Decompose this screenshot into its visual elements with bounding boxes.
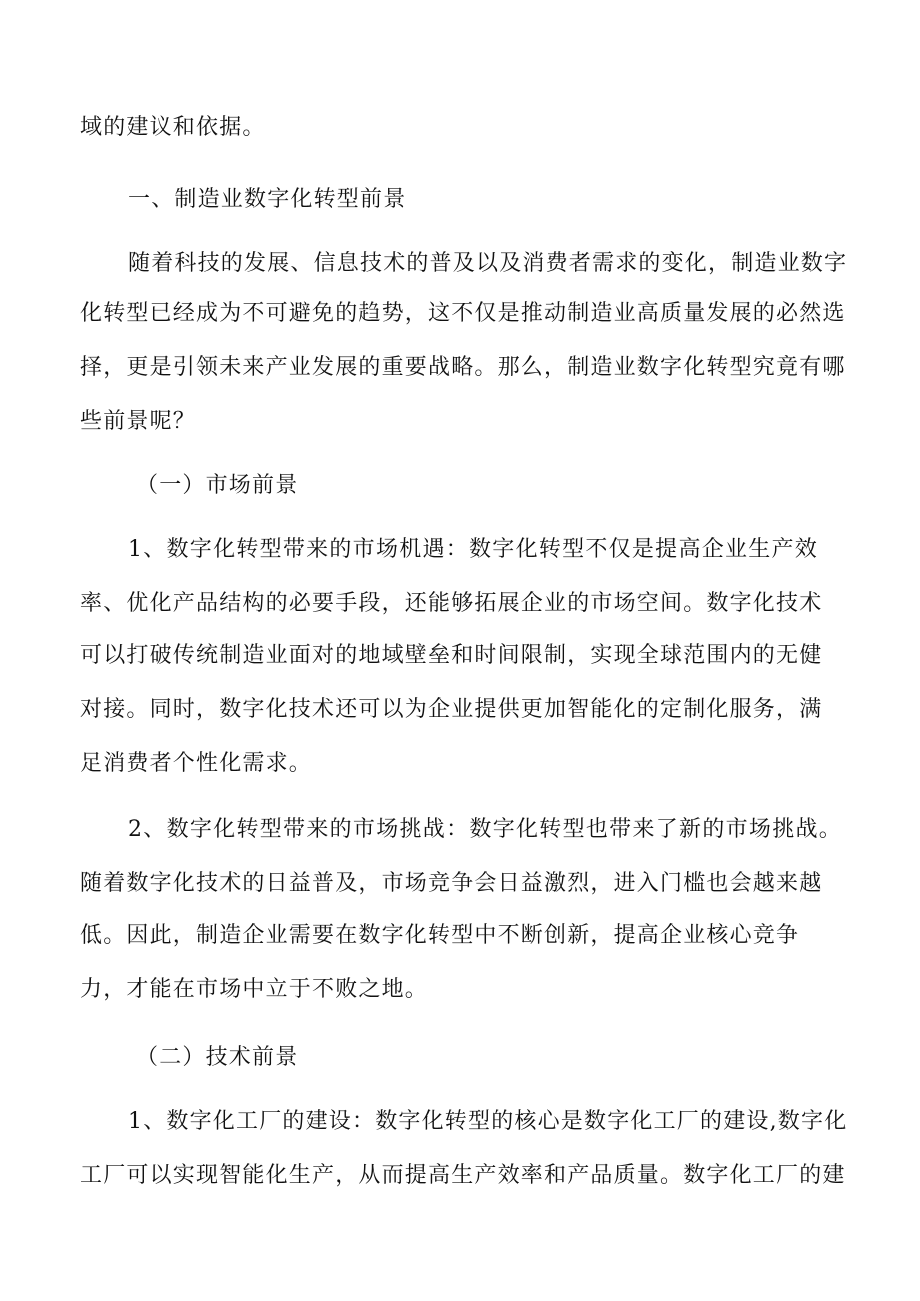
text-line: 1、数字化工厂的建设：数字化转型的核心是数字化工厂的建设,数字化 — [128, 1109, 848, 1134]
text-line: 足消费者个性化需求。 — [80, 751, 313, 776]
text-line: 些前景呢？ — [80, 409, 197, 434]
text-line: 随着科技的发展、信息技术的普及以及消费者需求的变化，制造业数字 — [128, 251, 848, 276]
text-line: 1、数字化转型带来的市场机遇：数字化转型不仅是提高企业生产效 — [128, 537, 818, 562]
text-line: 化转型已经成为不可避免的趋势，这不仅是推动制造业高质量发展的必然选 — [80, 301, 846, 326]
text-line: 随着数字化技术的日益普及，市场竞争会日益激烈，进入门槛也会越来越 — [80, 871, 823, 896]
subsection-heading: （二）技术前景 — [136, 1045, 299, 1070]
text-line: 对接。同时，数字化技术还可以为企业提供更加智能化的定制化服务，满 — [80, 697, 823, 722]
text-line: 域的建议和依据。 — [80, 115, 266, 140]
text-line: 工厂可以实现智能化生产，从而提高生产效率和产品质量。数字化工厂的建 — [80, 1163, 846, 1188]
section-heading: 一、制造业数字化转型前景 — [128, 187, 407, 212]
subsection-heading: （一）市场前景 — [136, 473, 299, 498]
text-line: 可以打破传统制造业面对的地域壁垒和时间限制，实现全球范围内的无健 — [80, 643, 823, 668]
text-line: 力，才能在市场中立于不败之地。 — [80, 977, 429, 1002]
text-line: 择，更是引领未来产业发展的重要战略。那么，制造业数字化转型究竟有哪 — [80, 355, 846, 380]
text-line: 2、数字化转型带来的市场挑战：数字化转型也带来了新的市场挑战。 — [128, 817, 842, 842]
text-line: 低。因此，制造企业需要在数字化转型中不断创新，提高企业核心竞争 — [80, 923, 800, 948]
text-line: 率、优化产品结构的必要手段，还能够拓展企业的市场空间。数字化技术 — [80, 591, 823, 616]
